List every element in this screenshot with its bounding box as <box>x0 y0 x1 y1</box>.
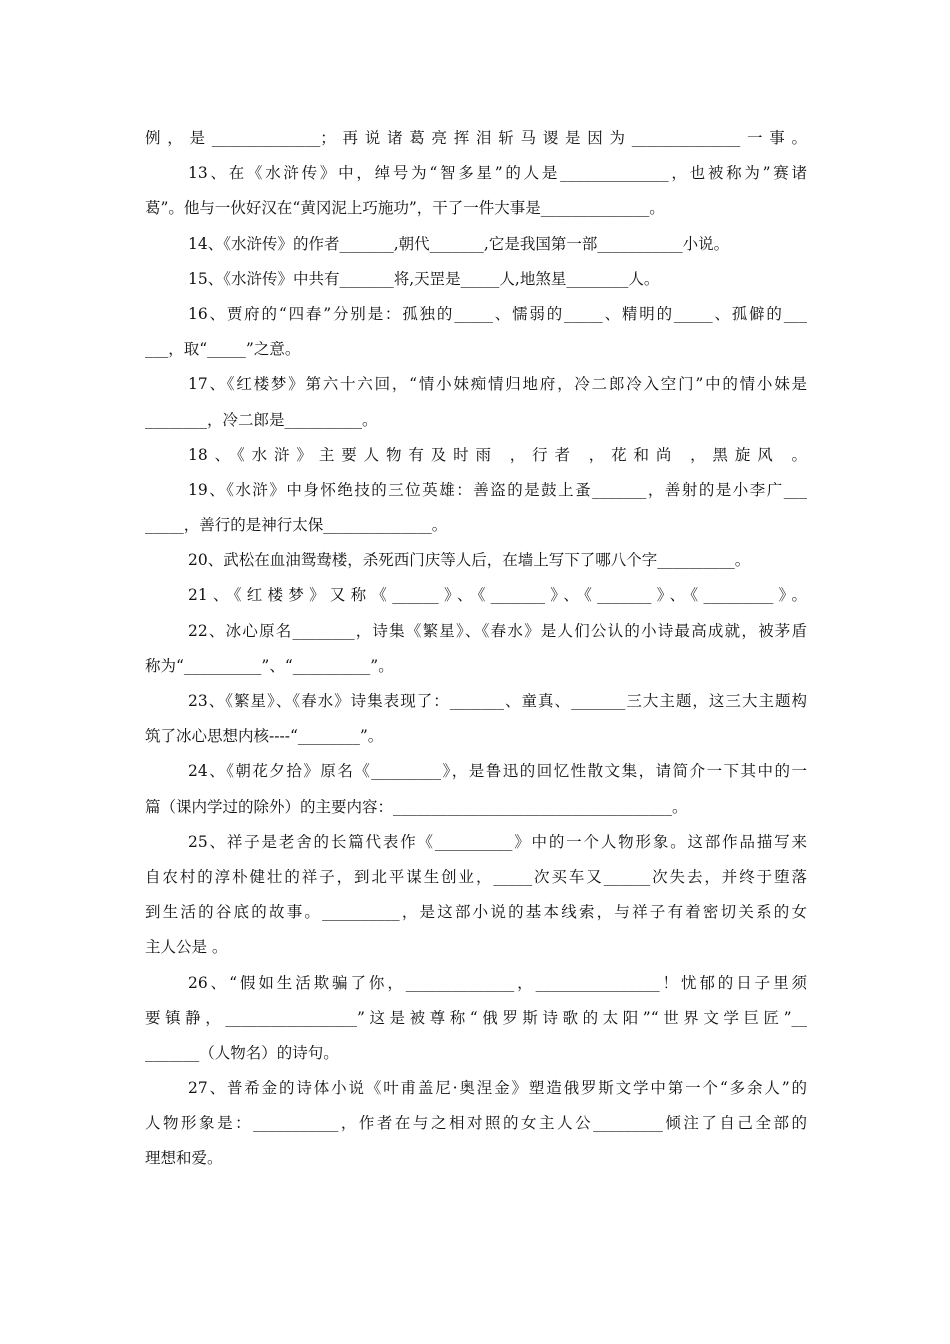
question-20: 20、武松在血油鸳鸯楼，杀死西门庆等人后，在墙上写下了哪八个字__________。 <box>188 551 751 570</box>
question-22-continuation: 称为“__________”、“__________”。 <box>145 656 394 675</box>
question-15: 15、《水浒传》中共有_______将,天罡是_____人,地煞星________人。 <box>188 269 660 288</box>
question-14: 14、《水浒传》的作者_______,朝代_______,它是我国第一部___________小说。 <box>188 234 730 253</box>
question-25-continuation-2: 到生活的谷底的故事。__________，是这部小说的基本线索，与祥子有着密切关系的女 <box>145 903 807 922</box>
question-16: 16、贾府的“四春”分别是：孤独的_____、懦弱的_____、精明的_____、孤僻的___ <box>188 304 807 323</box>
question-23: 23、《繁星》、《春水》诗集表现了：_______、童真、_______三大主题，这三大主题构 <box>188 692 807 710</box>
question-23-continuation: 筑了冰心思想内核----“________”。 <box>145 727 384 746</box>
question-19: 19、《水浒》中身怀绝技的三位英雄：善盗的是鼓上蚤_______，善射的是小李广___ <box>188 480 807 499</box>
question-21: 21、《红楼梦》又称《______》、《_______》、《_______》、《_________》。 <box>188 586 807 605</box>
question-text-block <box>145 121 807 1177</box>
question-17: 17、《红楼梦》第六十六回，“情小妹痴情归地府，冷二郎冷入空门”中的情小妹是 <box>188 375 807 394</box>
question-24-continuation: 篇（课内学过的除外）的主要内容：____________________________________。 <box>145 797 688 816</box>
question-13: 13、在《水浒传》中，绰号为“智多星”的人是______________，也被称为”赛诸 <box>188 164 807 183</box>
question-25: 25、祥子是老舍的长篇代表作《__________》中的一个人物形象。这部作品描写来 <box>188 832 807 851</box>
question-18: 18、《水浒》主要人物有及时雨 ，行者 ，花和尚 ，黑旋风 。 <box>188 445 807 464</box>
question-25-continuation-3: 主人公是 。 <box>145 938 228 957</box>
question-27-continuation-2: 理想和爱。 <box>145 1149 223 1168</box>
question-27: 27、普希金的诗体小说《叶甫盖尼·奥涅金》塑造俄罗斯文学中第一个“多余人”的 <box>188 1079 807 1098</box>
question-26-continuation-2: _______（人物名）的诗句。 <box>145 1043 339 1062</box>
question-17-continuation: ________，冷二郎是__________。 <box>145 410 378 429</box>
question-25-continuation-1: 自农村的淳朴健壮的祥子，到北平谋生创业，_____次买车又______次失去，并终于堕落 <box>145 867 807 886</box>
question-22: 22、冰心原名________，诗集《繁星》、《春水》是人们公认的小诗最高成就，被茅盾 <box>188 621 807 640</box>
question-27-continuation-1: 人物形象是：___________，作者在与之相对照的女主人公_________倾注了自己全部的 <box>145 1114 807 1133</box>
question-19-continuation: _____，善行的是神行太保______________。 <box>145 516 448 535</box>
question-13-continuation: 葛”。他与一伙好汉在“黄冈泥上巧施功”，干了一件大事是______________。 <box>145 199 665 218</box>
question-24: 24、《朝花夕拾》原名《_________》，是鲁迅的回忆性散文集，请简介一下其中的一 <box>188 762 807 781</box>
question-26-continuation-1: 要镇静，_________________”这是被尊称“俄罗斯诗歌的太阳”“世界文学巨匠”__ <box>145 1008 807 1027</box>
question-26: 26、“假如生活欺骗了你，______________，________________！忧郁的日子里须 <box>188 973 807 992</box>
question-16-continuation: ___，取“_____”之意。 <box>145 340 301 359</box>
line-continuation-12: 例，是______________；再说诸葛亮挥泪斩马谡是因为______________一事。 <box>145 129 807 147</box>
